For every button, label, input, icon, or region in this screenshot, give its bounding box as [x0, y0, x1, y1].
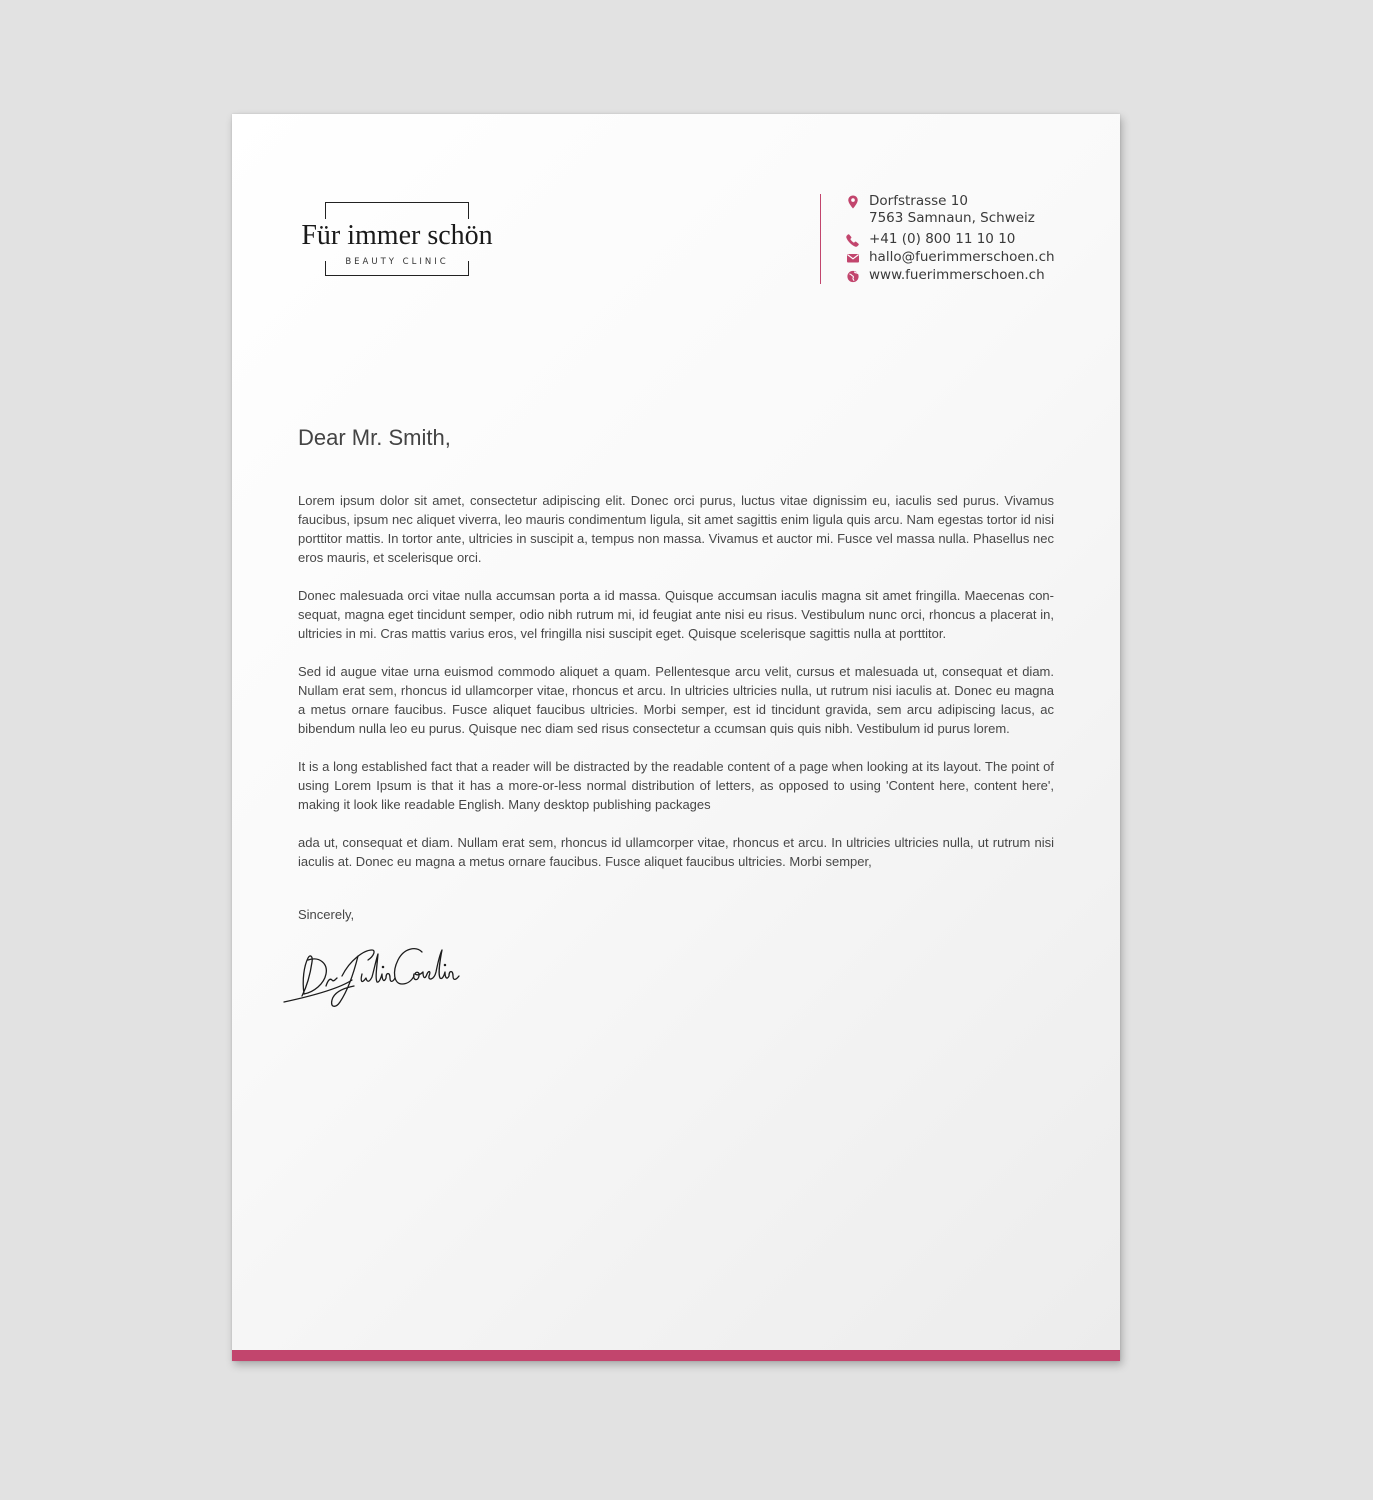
handwritten-signature	[282, 936, 462, 1011]
letter-paragraph-3: Sed id augue vitae urna euismod commodo aliquet a quam. Pellentesque arcu velit, cursus et malesuada ut, consequat et diam. Nullam erat sem, rhoncus id ullamcorper vitae, rhoncus et arcu. In ultricies ultricies nulla, ut rutrum nisi iaculis at. Donec eu magna a metus ornare faucibus. Fusce aliquet faucibus ultricies. Morbi semper, est id tincidunt gravida, sem arcu adipiscing lacus, ac bibendum nulla leo eu purus. Quisque nec diam sed risus consectetur a ccumsan quis quis nibh. Vestibulum id purus lorem.	[298, 664, 1054, 736]
phone-number: +41 (0) 800 11 10 10	[869, 231, 1016, 247]
contact-divider	[820, 194, 821, 284]
letter-salutation: Dear Mr. Smith,	[298, 425, 451, 450]
website-url: www.fuerimmerschoen.ch	[869, 267, 1045, 283]
letter-paragraph-5: ada ut, consequat et diam. Nullam erat sem, rhoncus id ullamcorper vitae, rhoncus et arcu. In ultricies ultricies nulla, ut rutrum nisi iaculis at. Donec eu magna a metus ornare faucibus. Fusce aliquet faucibus ultricies. Morbi semper,	[298, 835, 1054, 869]
email-address: hallo@fuerimmerschoen.ch	[869, 249, 1055, 265]
logo-frame-top	[325, 202, 469, 219]
letter-paragraph-2: Donec malesuada orci vitae nulla accumsan porta a id massa. Quisque accumsan iaculis magna sit amet fringilla. Maecenas con-sequat, magna eget tincidunt semper, odio nibh rutrum mi, id feugiat ante nisi eu risus. Vestibulum nunc orci, rhoncus a placerat in, ultricies in mi. Cras mattis varius eros, vel fringilla nisi suscipit eget. Quisque scelerisque sagittis nulla at porttitor.	[298, 588, 1054, 641]
letter-paragraph-1: Lorem ipsum dolor sit amet, consectetur adipiscing elit. Donec orci purus, luctus vitae dignissim eu, iaculis sed purus. Vivamus faucibus, ipsum nec aliquet viverra, leo mauris condimentum ligula, sit amet sagittis enim ligula quis arcu. Nam egestas tortor id nisi porttitor mattis. In tortor ante, ultricies in suscipit a, tempus non massa. Vivamus et auctor mi. Fusce vel massa nulla. Phasellus nec eros mauris, et scelerisque orci.	[298, 493, 1054, 565]
contact-phone	[846, 231, 1106, 248]
clinic-logo	[294, 202, 500, 276]
logo-name: Für immer schön	[301, 220, 493, 251]
logo-tagline: BEAUTY CLINIC	[345, 257, 449, 267]
phone-icon	[846, 233, 860, 247]
address-line-1: Dorfstrasse 10	[869, 193, 968, 209]
contact-website	[846, 267, 1106, 284]
contact-email	[846, 249, 1106, 266]
contact-address	[846, 193, 1106, 227]
letter-body	[298, 491, 1054, 890]
letterhead-sheet	[232, 114, 1120, 1361]
contact-block	[846, 193, 1106, 284]
footer-accent-bar	[232, 1350, 1120, 1361]
logo-frame-bottom	[325, 261, 469, 276]
location-pin-icon	[846, 195, 860, 209]
globe-icon	[846, 269, 860, 283]
letter-paragraph-4: It is a long established fact that a reader will be distracted by the readable content of a page when looking at its layout. The point of using Lorem Ipsum is that it has a more-or-less normal distribution of letters, as opposed to using 'Content here, content here', making it look like readable English. Many desktop publishing packages	[298, 759, 1054, 812]
letter-closing: Sincerely,	[298, 907, 355, 922]
mail-icon	[846, 251, 860, 265]
address-line-2: 7563 Samnaun, Schweiz	[869, 210, 1035, 226]
